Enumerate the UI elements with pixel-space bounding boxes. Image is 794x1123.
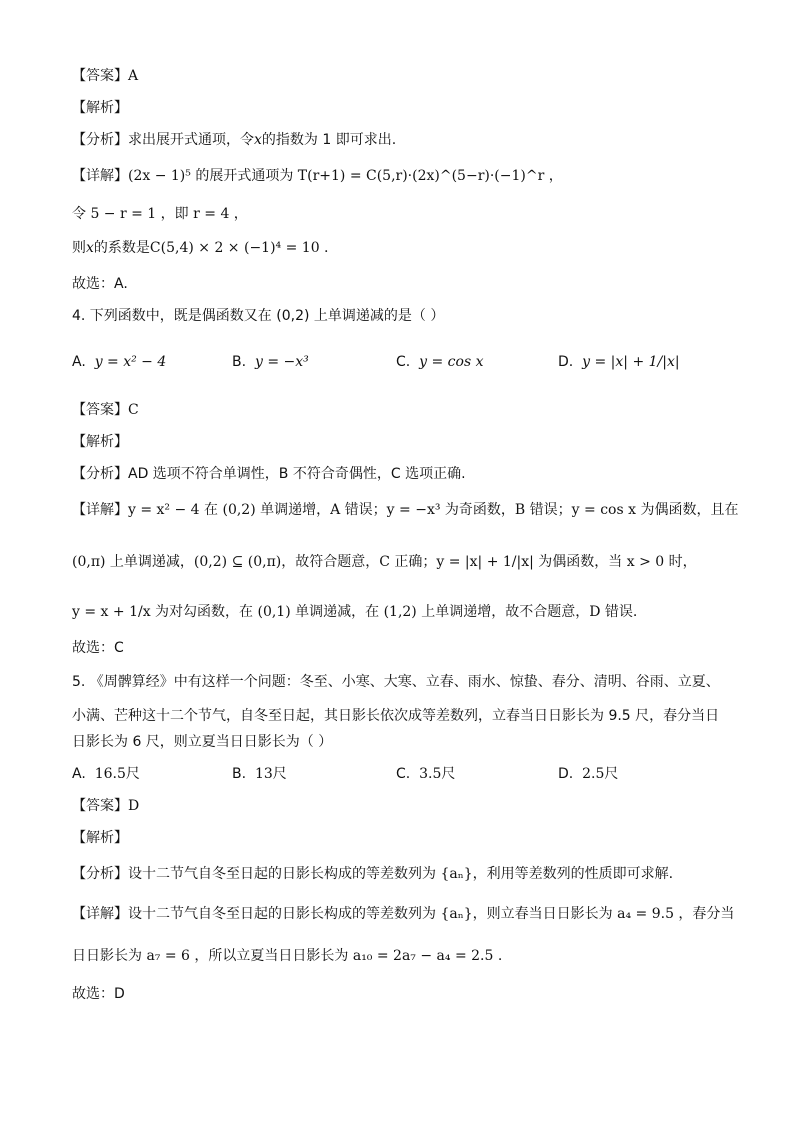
option-expr: y = x² − 4 <box>94 354 167 370</box>
q4-answer-line <box>72 400 139 420</box>
fenxi-tag: 【分析】 <box>72 132 128 148</box>
step2-var: x <box>86 240 94 256</box>
option-expr: y = cos x <box>419 354 484 370</box>
option-label: C. <box>396 354 411 370</box>
option-expr: 13尺 <box>254 766 287 782</box>
xiangjie-expr: (2x − 1)⁵ 的展开式通项为 T(r+1) = C(5,r)·(2x)^(5−r)·(−1)^r ， <box>128 168 563 184</box>
fenxi-text: 求出展开式通项，令 <box>128 132 254 148</box>
step2-mid: 的系数是 <box>93 240 150 256</box>
q4-xiangjie-line2: (0,π) 上单调递减，(0,2) ⊆ (0,π)，故符合题意，C 正确；y = |x| + 1/|x| 为偶函数，当 x > 0 时， <box>72 554 697 570</box>
fenxi-tag: 【分析】 <box>72 866 128 882</box>
answer-value: A <box>128 68 139 84</box>
xiangjie-tag: 【详解】 <box>72 906 128 922</box>
q3-guxuan: 故选：A. <box>72 276 128 292</box>
xiangjie-text: y = x² − 4 在 (0,2) 单调递增，A 错误；y = −x³ 为奇函数，B 错误；y = cos x 为偶函数，且在 <box>128 502 739 518</box>
q5-xiangjie-line1 <box>72 904 734 924</box>
option-label: A. <box>72 766 86 782</box>
q5-option-d <box>558 764 618 784</box>
q3-answer-line <box>72 66 138 86</box>
option-expr: y = |x| + 1/|x| <box>582 354 680 370</box>
answer-value: D <box>128 798 140 814</box>
q4-xiangjie-line1 <box>72 500 738 520</box>
q3-xiangjie-line <box>72 166 563 186</box>
answer-value: C <box>128 402 139 418</box>
answer-tag: 【答案】 <box>72 68 128 84</box>
q3-step2 <box>72 238 329 258</box>
q4-option-a <box>72 352 166 372</box>
q3-step1: 令 5 − r = 1 ，即 r = 4 ， <box>72 206 248 222</box>
option-expr: 16.5尺 <box>94 766 140 782</box>
option-label: B. <box>232 766 247 782</box>
option-label: C. <box>396 766 411 782</box>
fenxi-text: 设十二节气自冬至日起的日影长构成的等差数列为 {aₙ}，利用等差数列的性质即可求解. <box>128 866 674 882</box>
option-expr: 3.5尺 <box>419 766 456 782</box>
q5-fenxi-line <box>72 864 673 884</box>
q4-option-c <box>396 352 483 372</box>
fenxi-text: AD 选项不符合单调性，B 不符合奇偶性，C 选项正确. <box>128 466 466 482</box>
q4-fenxi-line <box>72 464 466 484</box>
q5-xiangjie-line2: 日日影长为 a₇ = 6 ，所以立夏当日日影长为 a₁₀ = 2a₇ − a₄ = 2.5 . <box>72 948 503 964</box>
option-label: B. <box>232 354 247 370</box>
q5-option-a <box>72 764 140 784</box>
q4-option-b <box>232 352 309 372</box>
step2-pre: 则 <box>72 240 86 256</box>
q5-question-line1: 5. 《周髀算经》中有这样一个问题：冬至、小寒、大寒、立春、雨水、惊蛰、春分、清明、谷雨、立夏、 <box>72 674 720 690</box>
analysis-heading: 【解析】 <box>72 100 128 116</box>
xiangjie-tag: 【详解】 <box>72 168 128 184</box>
q3-fenxi-line <box>72 130 396 150</box>
q4-xiangjie-line3: y = x + 1/x 为对勾函数，在 (0,1) 单调递减，在 (1,2) 上单调递增，故不合题意，D 错误. <box>72 604 638 620</box>
fenxi-text-end: 的指数为 1 即可求出. <box>261 132 397 148</box>
answer-tag: 【答案】 <box>72 798 128 814</box>
q4-guxuan: 故选：C <box>72 640 124 656</box>
option-label: D. <box>558 354 574 370</box>
option-label: D. <box>558 766 574 782</box>
analysis-heading: 【解析】 <box>72 434 128 450</box>
q4-option-d <box>558 352 680 372</box>
q5-option-b <box>232 764 287 784</box>
analysis-heading: 【解析】 <box>72 830 128 846</box>
option-expr: 2.5尺 <box>582 766 619 782</box>
q5-answer-line <box>72 796 139 816</box>
q4-question: 4. 下列函数中，既是偶函数又在 (0,2) 上单调递减的是（ ） <box>72 308 445 324</box>
q5-option-c <box>396 764 455 784</box>
answer-tag: 【答案】 <box>72 402 128 418</box>
fenxi-var: x <box>254 132 262 148</box>
option-label: A. <box>72 354 86 370</box>
xiangjie-text: 设十二节气自冬至日起的日影长构成的等差数列为 {aₙ}，则立春当日日影长为 a₄ = 9.5 ，春分当 <box>128 906 735 922</box>
q5-guxuan: 故选：D <box>72 986 125 1002</box>
step2-expr: C(5,4) × 2 × (−1)⁴ = 10 . <box>149 240 329 256</box>
xiangjie-tag: 【详解】 <box>72 502 128 518</box>
q5-question-line3: 日影长为 6 尺，则立夏当日日影长为（ ） <box>72 734 333 750</box>
option-expr: y = −x³ <box>254 354 309 370</box>
fenxi-tag: 【分析】 <box>72 466 128 482</box>
q5-question-line2: 小满、芒种这十二个节气，自冬至日起，其日影长依次成等差数列，立春当日日影长为 9.5 尺，春分当日 <box>72 708 720 724</box>
